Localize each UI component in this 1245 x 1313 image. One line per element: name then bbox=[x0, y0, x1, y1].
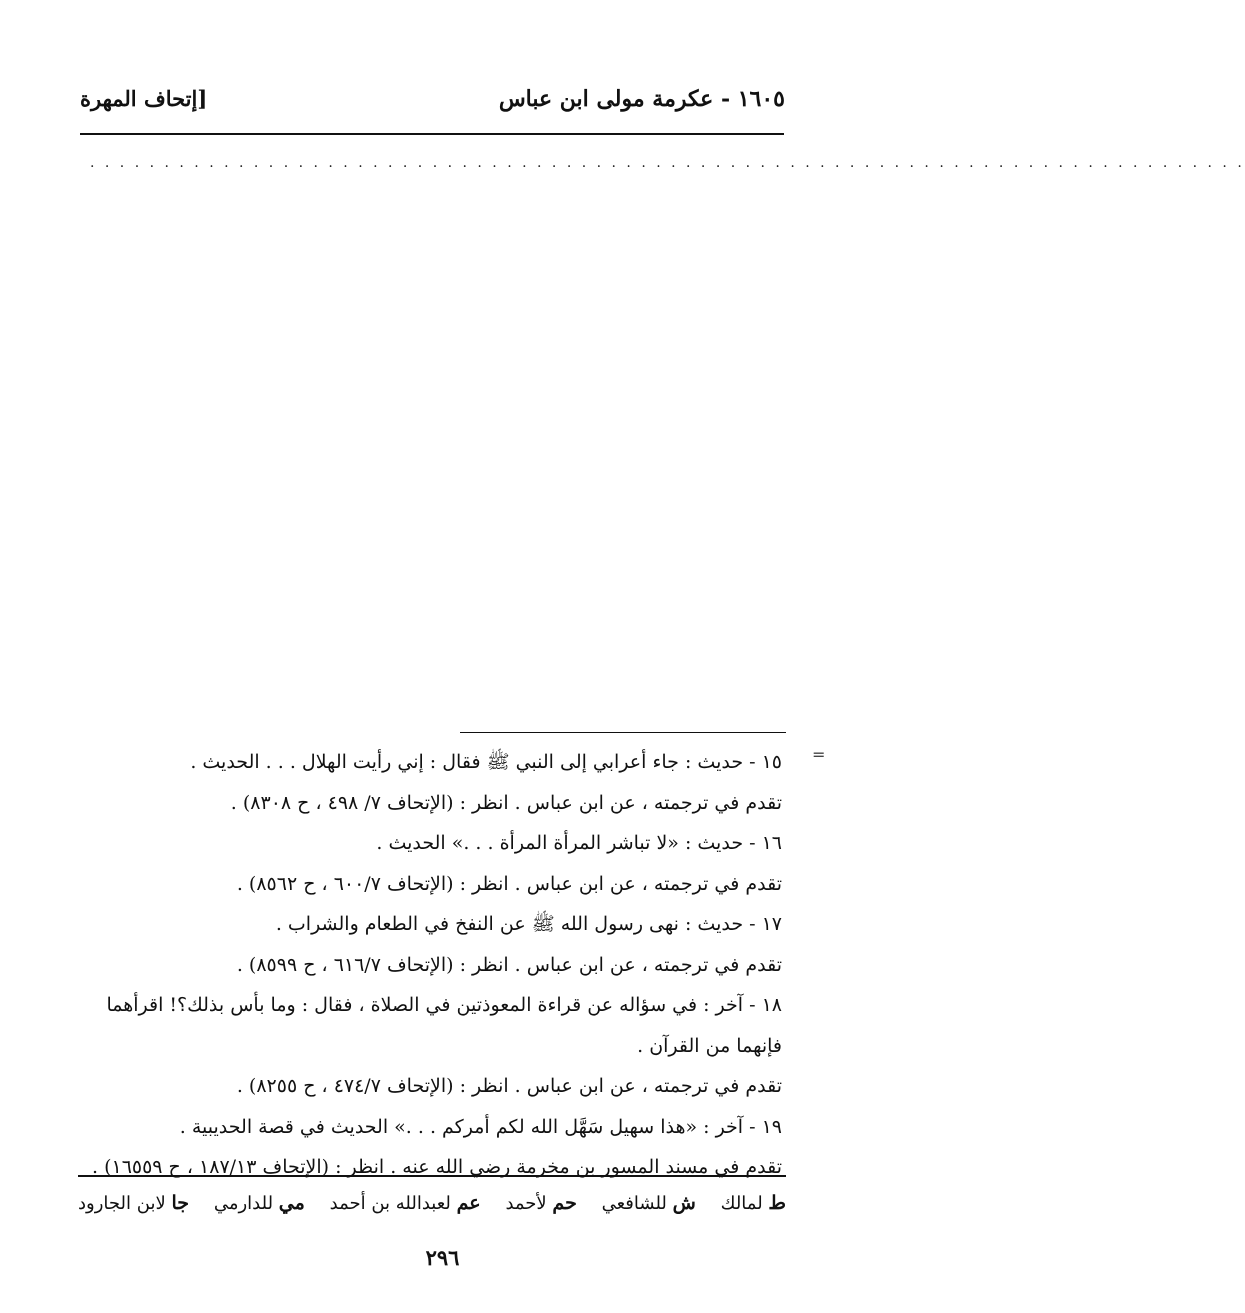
legend-code: مي bbox=[278, 1192, 305, 1214]
legend-item bbox=[214, 1192, 305, 1214]
legend-code: جا bbox=[171, 1192, 190, 1214]
abbreviation-legend bbox=[78, 1186, 786, 1220]
footnote-line: ١٧ - حديث : نهى رسول الله ﷺ عن النفخ في الطعام والشراب . bbox=[275, 913, 782, 935]
legend-label: لأحمد bbox=[505, 1193, 547, 1214]
legend-item bbox=[330, 1192, 481, 1214]
legend-label: لعبدالله بن أحمد bbox=[329, 1193, 451, 1214]
footnote-line: ١٨ - آخر : في سؤاله عن قراءة المعوذتين في الصلاة ، فقال : وما بأس بذلك؟! اقرأهما فإنهما من القرآن . bbox=[106, 994, 782, 1057]
page-number: ٢٩٦ bbox=[425, 1245, 460, 1270]
legend-label: للدارمي bbox=[213, 1193, 274, 1214]
legend-code: ط bbox=[768, 1192, 786, 1214]
page-header-book: [إتحاف المهرة bbox=[80, 86, 208, 111]
footnotes bbox=[77, 742, 782, 1188]
legend-item bbox=[78, 1192, 189, 1214]
footnote-line: ١٩ - آخر : «هذا سهيل سَهَّل الله لكم أمركم . . .» الحديث في قصة الحديبية . bbox=[179, 1115, 782, 1138]
legend-code: ش bbox=[672, 1192, 696, 1214]
legend-item bbox=[505, 1192, 576, 1214]
page-header-title: ١٦٠٥ - عكرمة مولى ابن عباس bbox=[498, 86, 785, 112]
legend-label: لابن الجارود bbox=[78, 1193, 166, 1214]
legend-code: عم bbox=[456, 1192, 481, 1214]
footnote-line: تقدم في ترجمته ، عن ابن عباس . انظر : (الإتحاف ٤٧٤/٧ ، ح ٨٢٥٥) . bbox=[236, 1075, 782, 1097]
legend-code: حم bbox=[552, 1192, 577, 1214]
dotted-separator: . . . . . . . . . . . . . . . . . . . . . . . . . . . . . . . . . . . . . . . . . . . . . . . . . . . . . . . . . . . . . . . . . . . . . . . . . . . . . . bbox=[90, 155, 1245, 171]
footnote-line: تقدم في ترجمته ، عن ابن عباس . انظر : (الإتحاف ٧/ ٤٩٨ ، ح ٨٣٠٨) . bbox=[230, 791, 782, 814]
legend-item bbox=[721, 1192, 786, 1214]
footnote-line: ١٥ - حديث : جاء أعرابي إلى النبي ﷺ فقال : إني رأيت الهلال . . . الحديث . bbox=[190, 751, 782, 773]
footnote-line: تقدم في مسند المسور بن مخرمة رضي الله عنه . انظر : (الإتحاف ١٨٧/١٣ ، ح ١٦٥٥٩) . bbox=[91, 1156, 782, 1178]
footnote-line: تقدم في ترجمته ، عن ابن عباس . انظر : (الإتحاف ٦٠٠/٧ ، ح ٨٥٦٢) . bbox=[236, 872, 782, 895]
legend-label: لمالك bbox=[720, 1193, 763, 1214]
footnote-line: تقدم في ترجمته ، عن ابن عباس . انظر : (الإتحاف ٦١٦/٧ ، ح ٨٥٩٩) . bbox=[236, 953, 782, 976]
footnote-line: ١٦ - حديث : «لا تباشر المرأة المرأة . . .» الحديث . bbox=[376, 832, 782, 854]
continuation-mark: = bbox=[812, 745, 826, 764]
header-rule bbox=[80, 133, 784, 135]
footer-rule bbox=[78, 1175, 786, 1177]
footnote-rule bbox=[460, 732, 786, 733]
legend-label: للشافعي bbox=[601, 1193, 667, 1214]
legend-item bbox=[602, 1192, 696, 1214]
